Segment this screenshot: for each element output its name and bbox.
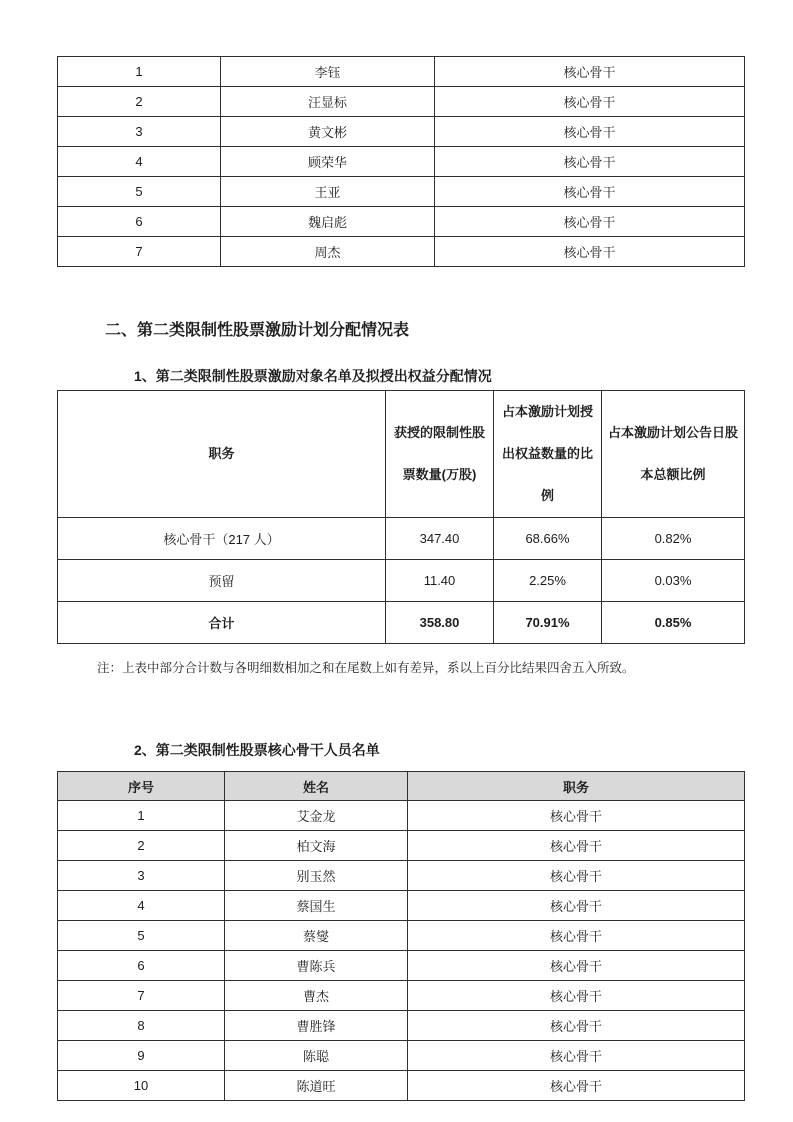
subsection-2-heading: 2、第二类限制性股票核心骨干人员名单: [134, 742, 380, 758]
table-cell: 7: [58, 237, 221, 267]
total-capital-ratio-cell: 0.85%: [602, 602, 745, 644]
table-cell: 2: [58, 87, 221, 117]
table-row: [58, 518, 745, 560]
table-cell: 核心骨干: [408, 801, 745, 831]
column-header-name: 姓名: [225, 772, 408, 801]
table-row: [58, 87, 745, 117]
table-row: [58, 1011, 745, 1041]
table-cell: 2: [58, 831, 225, 861]
table-row: [58, 861, 745, 891]
table-cell: 别玉然: [225, 861, 408, 891]
table-cell: 柏文海: [225, 831, 408, 861]
table-cell: 核心骨干: [408, 861, 745, 891]
table-row: [58, 177, 745, 207]
table-row: [58, 207, 745, 237]
table-row: [58, 981, 745, 1011]
table-cell: 预留: [58, 560, 386, 602]
column-header-index: 序号: [58, 772, 225, 801]
table-cell: 4: [58, 891, 225, 921]
table-row: [58, 951, 745, 981]
column-header-ratio-of-capital: 占本激励计划公告日股本总额比例: [602, 391, 745, 518]
section-heading: 二、第二类限制性股票激励计划分配情况表: [105, 322, 410, 339]
table-cell: 魏启彪: [221, 207, 435, 237]
table-cell: 核心骨干: [408, 891, 745, 921]
table-cell: 蔡燮: [225, 921, 408, 951]
table-row: [58, 1071, 745, 1101]
table-cell: 7: [58, 981, 225, 1011]
table-header-row: [58, 772, 745, 801]
total-label-cell: 合计: [58, 602, 386, 644]
table-cell: 核心骨干: [435, 237, 745, 267]
table-row: [58, 560, 745, 602]
table-row: [58, 891, 745, 921]
table-cell: 核心骨干: [435, 87, 745, 117]
total-plan-ratio-cell: 70.91%: [494, 602, 602, 644]
table-cell: 11.40: [386, 560, 494, 602]
column-header-position: 职务: [408, 772, 745, 801]
table-cell: 核心骨干: [408, 831, 745, 861]
table-row: [58, 57, 745, 87]
table-cell: 核心骨干: [435, 57, 745, 87]
table-cell: 顾荣华: [221, 147, 435, 177]
table-cell: 蔡国生: [225, 891, 408, 921]
core-personnel-table: [57, 771, 745, 1101]
table-cell: 核心骨干: [408, 1011, 745, 1041]
table-cell: 陈道旺: [225, 1071, 408, 1101]
column-header-ratio-of-plan: 占本激励计划授出权益数量的比例: [494, 391, 602, 518]
table-cell: 核心骨干（217 人）: [58, 518, 386, 560]
table-cell: 68.66%: [494, 518, 602, 560]
table-cell: 周杰: [221, 237, 435, 267]
table-cell: 汪显标: [221, 87, 435, 117]
subsection-1-heading: 1、第二类限制性股票激励对象名单及拟授出权益分配情况: [134, 368, 492, 384]
table-cell: 347.40: [386, 518, 494, 560]
table-cell: 5: [58, 177, 221, 207]
table-cell: 6: [58, 951, 225, 981]
continued-name-list-table: [57, 56, 745, 267]
table-header-row: [58, 391, 745, 518]
table-cell: 2.25%: [494, 560, 602, 602]
total-shares-cell: 358.80: [386, 602, 494, 644]
table-cell: 1: [58, 801, 225, 831]
table-cell: 1: [58, 57, 221, 87]
table-total-row: [58, 602, 745, 644]
table-row: [58, 147, 745, 177]
table-cell: 核心骨干: [408, 921, 745, 951]
table-cell: 核心骨干: [435, 117, 745, 147]
table-cell: 核心骨干: [408, 1041, 745, 1071]
rounding-note: 注：上表中部分合计数与各明细数相加之和在尾数上如有差异，系以上百分比结果四舍五入所致。: [97, 661, 635, 675]
table-row: [58, 921, 745, 951]
table-cell: 3: [58, 117, 221, 147]
table-cell: 0.82%: [602, 518, 745, 560]
table-cell: 核心骨干: [435, 207, 745, 237]
table-cell: 曹胜锋: [225, 1011, 408, 1041]
table-row: [58, 831, 745, 861]
allocation-summary-table: [57, 390, 745, 644]
table-cell: 核心骨干: [408, 1071, 745, 1101]
table-cell: 核心骨干: [408, 981, 745, 1011]
table-cell: 8: [58, 1011, 225, 1041]
column-header-position: 职务: [58, 391, 386, 518]
table-row: [58, 1041, 745, 1071]
table-cell: 核心骨干: [435, 147, 745, 177]
table-cell: 0.03%: [602, 560, 745, 602]
table-cell: 6: [58, 207, 221, 237]
table-cell: 陈聪: [225, 1041, 408, 1071]
table-cell: 4: [58, 147, 221, 177]
table-row: [58, 237, 745, 267]
table-cell: 黄文彬: [221, 117, 435, 147]
table-cell: 5: [58, 921, 225, 951]
table-row: [58, 801, 745, 831]
table-cell: 艾金龙: [225, 801, 408, 831]
table-cell: 9: [58, 1041, 225, 1071]
table-cell: 核心骨干: [435, 177, 745, 207]
table-cell: 李钰: [221, 57, 435, 87]
column-header-granted-shares: 获授的限制性股票数量(万股): [386, 391, 494, 518]
table-cell: 王亚: [221, 177, 435, 207]
table-cell: 曹陈兵: [225, 951, 408, 981]
table-cell: 3: [58, 861, 225, 891]
table-row: [58, 117, 745, 147]
table-cell: 曹杰: [225, 981, 408, 1011]
table-cell: 核心骨干: [408, 951, 745, 981]
table-cell: 10: [58, 1071, 225, 1101]
